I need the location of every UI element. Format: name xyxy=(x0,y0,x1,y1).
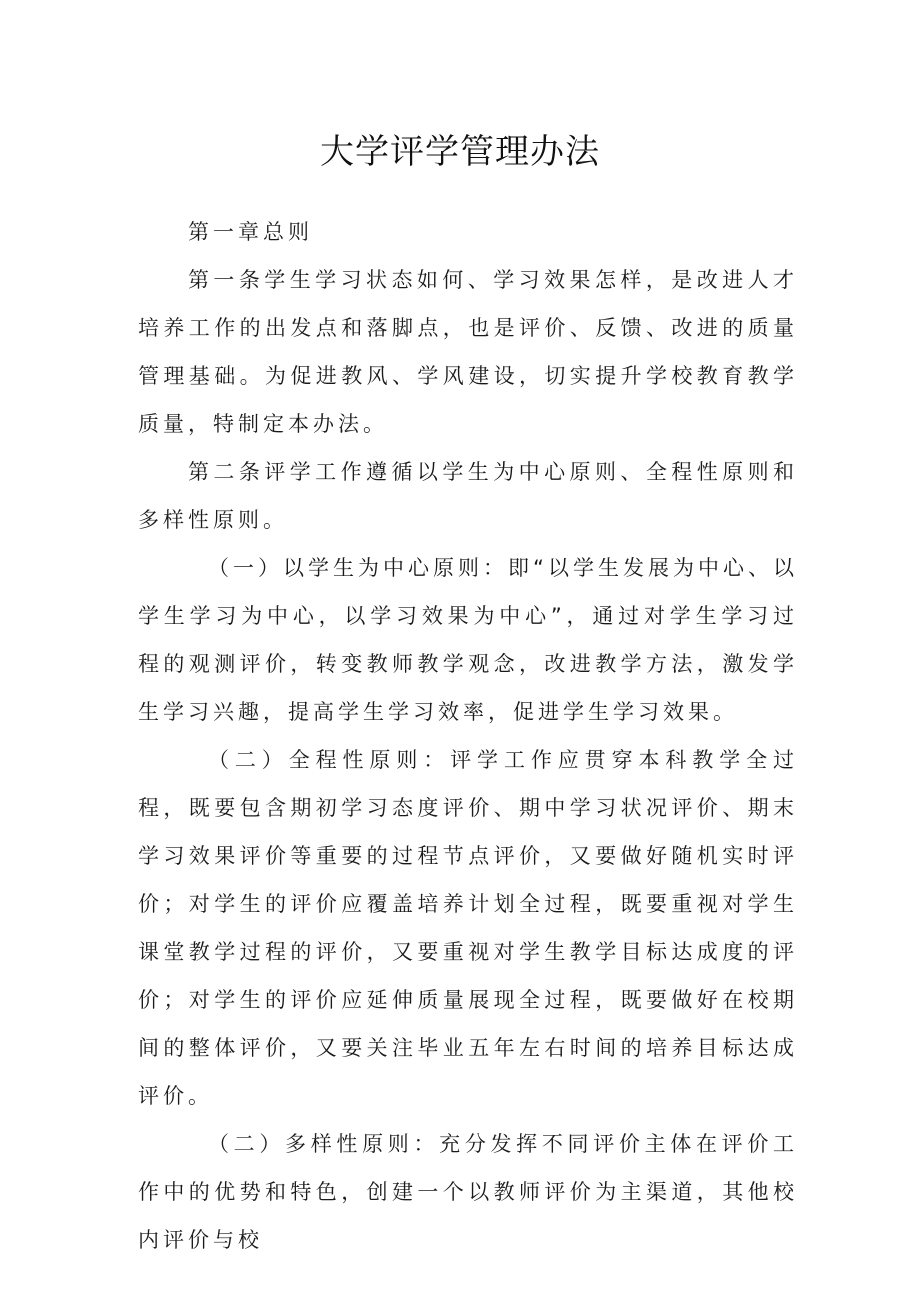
article-1-paragraph: 第一条学生学习状态如何、学习效果怎样，是改进人才培养工作的出发点和落脚点，也是评价、反馈、改进的质量管理基础。为促进教风、学风建设，切实提升学校教育教学质量，特制定本办法。 xyxy=(138,268,798,436)
document-title: 大学评学管理办法 xyxy=(320,132,600,172)
principle-diversity-paragraph: （二）多样性原则：充分发挥不同评价主体在评价工作中的优势和特色，创建一个以教师评价为主渠道，其他校内评价与校 xyxy=(138,1132,798,1252)
principle-student-centered-paragraph: （一）以学生为中心原则：即“以学生发展为中心、以学生学习为中心，以学习效果为中心”，通过对学生学习过程的观测评价，转变教师教学观念，改进教学方法，激发学生学习兴趣，提高学生学习效率，促进学生学习效果。 xyxy=(138,556,798,724)
principle-whole-process-paragraph: （二）全程性原则：评学工作应贯穿本科教学全过程，既要包含期初学习态度评价、期中学习状况评价、期末学习效果评价等重要的过程节点评价，又要做好随机实时评价；对学生的评价应覆盖培养计划全过程，既要重视对学生课堂教学过程的评价，又要重视对学生教学目标达成度的评价；对学生的评价应延伸质量展现全过程，既要做好在校期间的整体评价，又要关注毕业五年左右时间的培养目标达成评价。 xyxy=(138,748,798,1108)
document-body xyxy=(138,208,798,1264)
chapter-heading: 第一章总则 xyxy=(188,220,313,244)
article-2-paragraph: 第二条评学工作遵循以学生为中心原则、全程性原则和多样性原则。 xyxy=(138,460,798,532)
